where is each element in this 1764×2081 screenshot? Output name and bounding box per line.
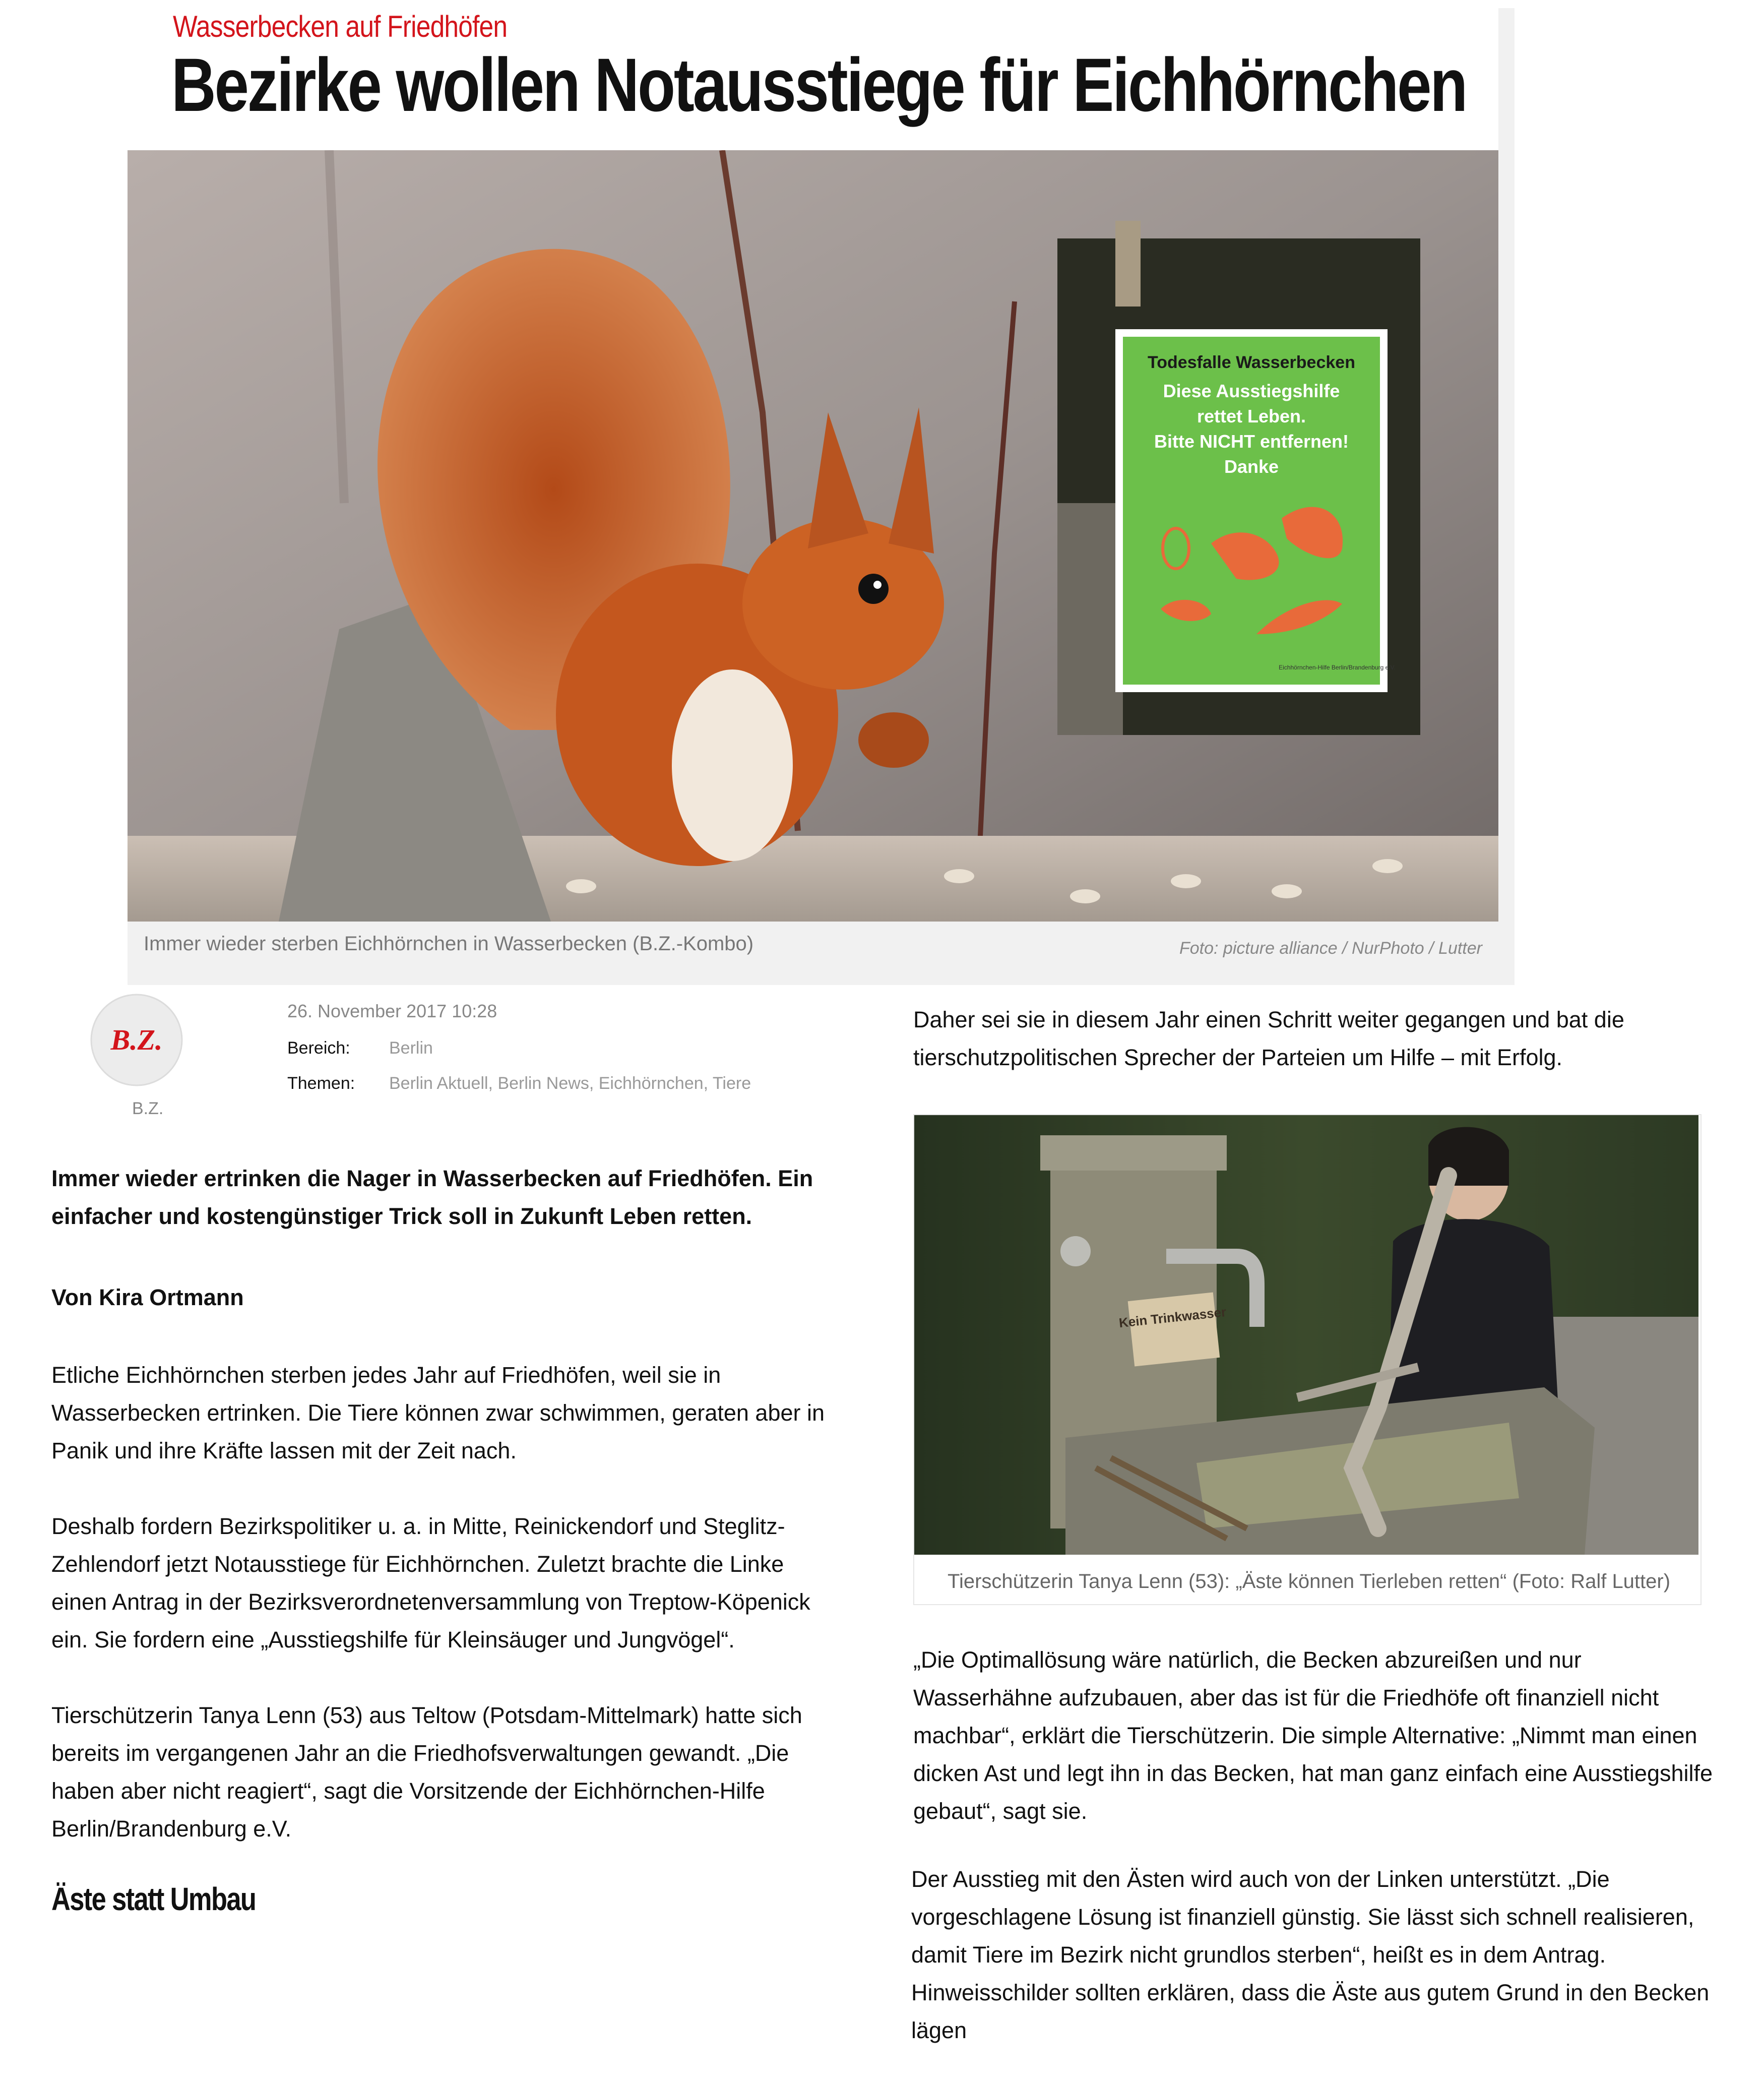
- logo-text: B.Z.: [110, 1023, 163, 1056]
- sign-line: Danke: [1224, 456, 1279, 477]
- paragraph: Etliche Eichhörnchen sterben jedes Jahr auf Friedhöfen, weil sie in Wasserbecken ertrinken. Die Tiere können zwar schwimmen, geraten aber in Panik und ihre Kräfte lassen mit der Zeit nach.: [51, 1362, 825, 1463]
- kicker[interactable]: Wasserbecken auf Friedhöfen: [173, 10, 508, 43]
- inset-sign-photo: [1057, 221, 1420, 735]
- bereich-label: Bereich:: [287, 1038, 350, 1058]
- byline: Von Kira Ortmann: [51, 1284, 244, 1310]
- bereich-link[interactable]: Berlin: [389, 1038, 433, 1058]
- bz-logo[interactable]: [90, 993, 183, 1087]
- article-lead: Immer wieder ertrinken die Nager in Wasserbecken auf Friedhöfen. Ein einfacher und kostengünstiger Trick soll in Zukunft Leben retten.: [51, 1166, 813, 1229]
- hero-caption: Immer wieder sterben Eichhörnchen in Wasserbecken (B.Z.-Kombo): [144, 933, 754, 955]
- sign-line: Bitte NICHT entfernen!: [1154, 431, 1349, 452]
- paragraph: Deshalb fordern Bezirkspolitiker u. a. in Mitte, Reinickendorf und Steglitz-Zehlendorf jetzt Notausstiege für Eichhörnchen. Zuletzt brachte die Linke einen Antrag in der Bezirksverordnetenversammlung von Treptow-Köpenick ein. Sie fordern eine „Ausstiegshilfe für Kleinsäuger und Jungvögel“.: [51, 1513, 810, 1652]
- inline-photo-caption: Tierschützerin Tanya Lenn (53): „Äste können Tierleben retten“ (Foto: Ralf Lutter): [948, 1570, 1671, 1593]
- article-headline[interactable]: Bezirke wollen Notausstiege für Eichhörnchen: [171, 42, 1467, 127]
- paragraph: Daher sei sie in diesem Jahr einen Schritt weiter gegangen und bat die tierschutzpolitischen Sprecher der Parteien um Hilfe – mit Erfolg.: [913, 1007, 1624, 1070]
- paragraph: Der Ausstieg mit den Ästen wird auch von der Linken unterstützt. „Die vorgeschlagene Lösung ist finanziell günstig. Sie lässt sich schnell realisieren, damit Tiere im Bezirk nicht grundlos sterben“, heißt es in dem Antrag. Hinweisschilder sollten erklären, dass die Äste aus gutem Grund in den Becken lägen: [911, 1866, 1710, 2043]
- themen-links[interactable]: Berlin Aktuell, Berlin News, Eichhörnchen, Tiere: [389, 1074, 751, 1093]
- author-short: B.Z.: [132, 1099, 164, 1118]
- sign-line: Todesfalle Wasserbecken: [1148, 353, 1355, 372]
- sign-footer: Eichhörnchen-Hilfe Berlin/Brandenburg e.V.: [1279, 664, 1396, 671]
- section-subhead: Äste statt Umbau: [51, 1881, 256, 1917]
- sign-line: Diese Ausstiegshilfe: [1163, 381, 1340, 401]
- kein-trinkwasser-sign: Kein Trinkwasser: [1118, 1304, 1227, 1331]
- hero-credit: Foto: picture alliance / NurPhoto / Lutter: [1179, 939, 1482, 958]
- sign-line: rettet Leben.: [1196, 406, 1306, 426]
- publish-date: 26. November 2017 10:28: [287, 1001, 497, 1021]
- themen-label: Themen:: [287, 1074, 355, 1093]
- paragraph: „Die Optimallösung wäre natürlich, die Becken abzureißen und nur Wasserhähne aufzubauen, aber das ist für die Friedhöfe oft finanziell nicht machbar“, erklärt die Tierschützerin. Die simple Alternative: „Nimmt man einen dicken Ast und legt ihn in das Becken, hat man ganz einfach eine Ausstiegshilfe gebaut“, sagt sie.: [913, 1647, 1713, 1824]
- hero-image[interactable]: [128, 150, 1498, 922]
- inline-photo[interactable]: [914, 1115, 1698, 1555]
- paragraph: Tierschützerin Tanya Lenn (53) aus Teltow (Potsdam-Mittelmark) hatte sich bereits im vergangenen Jahr an die Friedhofsverwaltungen gewandt. „Die haben aber nicht reagiert“, sagt die Vorsitzende der Eichhörnchen-Hilfe Berlin/Brandenburg e.V.: [51, 1702, 802, 1842]
